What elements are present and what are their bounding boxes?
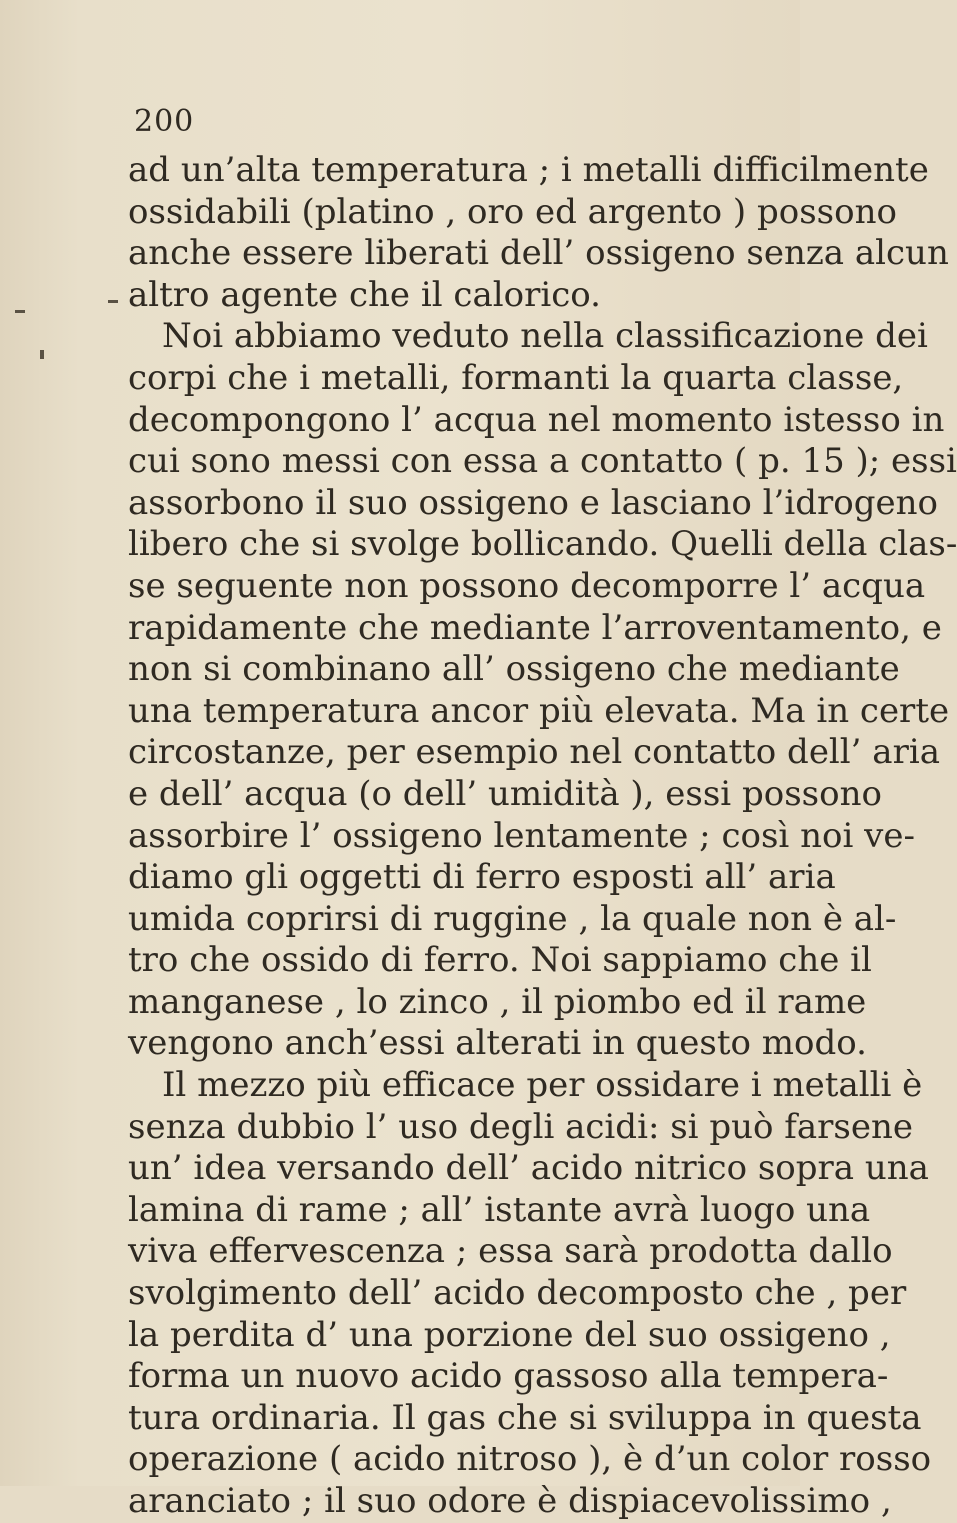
text-line: forma un nuovo acido gassoso alla tempera-: [128, 1356, 889, 1397]
text-line: operazione ( acido nitroso ), è d’un color rosso: [128, 1439, 932, 1480]
text-line: anche essere liberati dell’ ossigeno senza alcun: [128, 233, 949, 274]
text-line: cui sono messi con essa a contatto ( p. 15 ); essi: [128, 441, 957, 482]
text-line: aranciato ; il suo odore è dispiacevolissimo ,: [128, 1481, 892, 1521]
margin-mark: [40, 350, 44, 359]
text-line: viva effervescenza ; essa sarà prodotta dallo: [128, 1231, 893, 1272]
text-line: lamina di rame ; all’ istante avrà luogo una: [128, 1189, 871, 1230]
text-line: ossidabili (platino , oro ed argento ) possono: [128, 191, 897, 232]
text-line: una temperatura ancor più elevata. Ma in certe: [128, 690, 950, 731]
text-line: circostanze, per esempio nel contatto dell’ aria: [128, 732, 940, 773]
text-line: decompongono l’ acqua nel momento istesso in: [128, 399, 945, 440]
page-number: 200: [134, 104, 195, 139]
text-line: e dell’ acqua (o dell’ umidità ), essi possono: [128, 773, 882, 814]
text-line: tura ordinaria. Il gas che si sviluppa in questa: [128, 1397, 922, 1438]
margin-mark: [15, 310, 25, 313]
page-text: [128, 150, 957, 1523]
text-line: manganese , lo zinco , il piombo ed il rame: [128, 981, 867, 1022]
text-line: senza dubbio l’ uso degli acidi: si può farsene: [128, 1106, 913, 1147]
text-line: assorbire l’ ossigeno lentamente ; così noi ve-: [128, 815, 915, 856]
text-line: assorbono il suo ossigeno e lasciano l’idrogeno: [128, 482, 938, 523]
text-line: la perdita d’ una porzione del suo ossigeno ,: [128, 1314, 891, 1355]
text-line: libero che si svolge bollicando. Quelli della clas-: [128, 524, 957, 565]
text-line: vengono anch’essi alterati in questo modo.: [128, 1023, 867, 1064]
text-line: tro che ossido di ferro. Noi sappiamo che il: [128, 940, 872, 981]
text-line: Il mezzo più efficace per ossidare i metalli è: [162, 1065, 923, 1106]
margin-mark: [108, 300, 118, 303]
text-line: diamo gli oggetti di ferro esposti all’ aria: [128, 857, 836, 898]
text-line: svolgimento dell’ acido decomposto che , per: [128, 1273, 907, 1314]
text-line: altro agente che il calorico.: [128, 274, 601, 315]
text-line: non si combinano all’ ossigeno che mediante: [128, 649, 900, 690]
text-line: ad un’alta temperatura ; i metalli difficilmente: [128, 150, 929, 190]
text-line: se seguente non possono decomporre l’ acqua: [128, 565, 926, 606]
text-line: umida coprirsi di ruggine , la quale non è al-: [128, 898, 897, 939]
text-line: Noi abbiamo veduto nella classificazione dei: [162, 316, 928, 357]
text-line: un’ idea versando dell’ acido nitrico sopra una: [128, 1148, 929, 1189]
text-line: rapidamente che mediante l’arroventamento, e: [128, 607, 942, 648]
text-line: corpi che i metalli, formanti la quarta classe,: [128, 357, 904, 398]
